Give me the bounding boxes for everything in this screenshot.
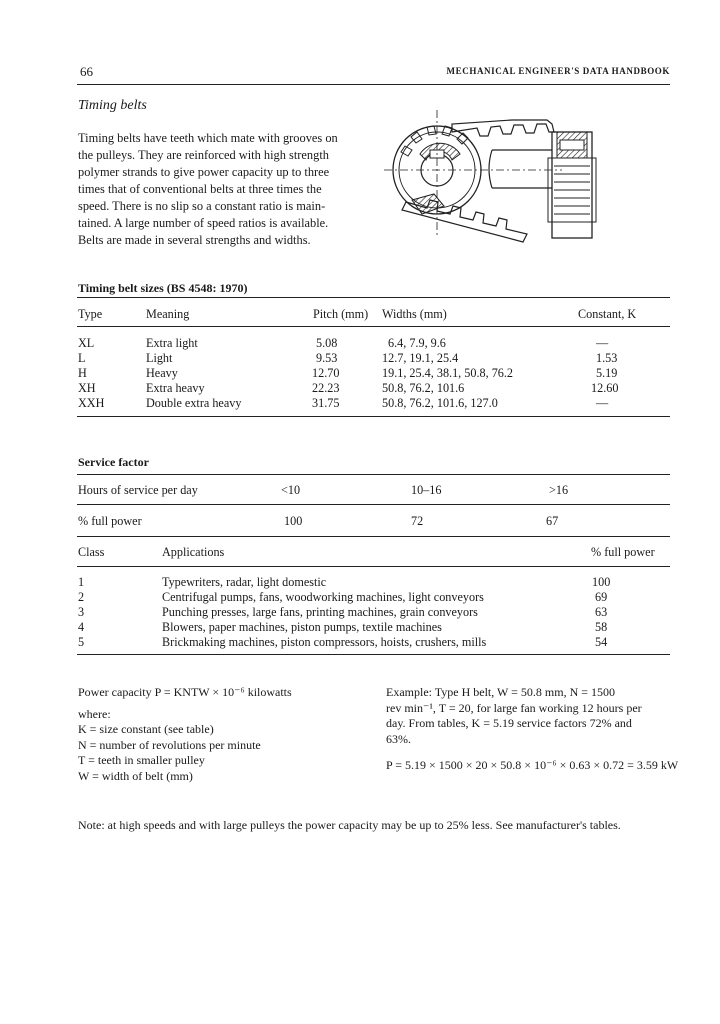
intro-paragraph <box>78 130 365 249</box>
footnote: Note: at high speeds and with large pulleys the power capacity may be up to 25% less. See manufacturer's tables. <box>78 818 621 832</box>
service-factor-title: Service factor <box>78 455 149 469</box>
hours-label: Hours of service per day <box>78 483 198 497</box>
type-cell: H <box>78 366 87 380</box>
pitch-cell: 22.23 <box>312 381 340 395</box>
definition-line: T = teeth in smaller pulley <box>78 753 205 768</box>
intro-line: speed. There is no slip so a constant ratio is main- <box>78 199 326 213</box>
intro-line: times that of conventional belts at three times the <box>78 182 322 196</box>
column-header: Pitch (mm) <box>313 307 369 321</box>
column-header: Meaning <box>146 307 190 321</box>
widths-cell: 12.7, 19.1, 25.4 <box>382 351 459 365</box>
column-header: Type <box>78 307 103 321</box>
k-cell: 1.53 <box>596 351 618 365</box>
table-rule <box>77 566 670 567</box>
header-rule <box>77 84 670 85</box>
k-cell: 5.19 <box>596 366 618 380</box>
column-header: Class <box>78 545 105 559</box>
intro-line: Timing belts have teeth which mate with grooves on <box>78 131 338 145</box>
percent-cell: 69 <box>595 590 608 604</box>
hours-value: <10 <box>281 483 301 497</box>
example-line: Example: Type H belt, W = 50.8 mm, N = 1500 <box>386 685 616 699</box>
widths-cell: 50.8, 76.2, 101.6, 127.0 <box>382 396 498 410</box>
column-header: Widths (mm) <box>382 307 447 321</box>
meaning-cell: Double extra heavy <box>146 396 242 410</box>
application-cell: Typewriters, radar, light domestic <box>162 575 327 589</box>
running-title: MECHANICAL ENGINEER'S DATA HANDBOOK <box>446 66 670 76</box>
hours-value: 10–16 <box>411 483 442 497</box>
type-cell: XXH <box>78 396 105 410</box>
k-cell: — <box>596 396 609 410</box>
example-block <box>386 685 679 774</box>
application-cell: Punching presses, large fans, printing machines, grain conveyors <box>162 605 478 619</box>
meaning-cell: Extra heavy <box>146 381 205 395</box>
where-label: where: <box>78 706 111 721</box>
widths-cell: 6.4, 7.9, 9.6 <box>388 336 446 350</box>
power-value: 100 <box>284 514 303 528</box>
table-rule <box>77 504 670 505</box>
sizes-table-title: Timing belt sizes (BS 4548: 1970) <box>78 281 248 295</box>
percent-cell: 58 <box>595 620 608 634</box>
class-cell: 3 <box>78 605 85 619</box>
power-value: 72 <box>411 514 424 528</box>
pitch-cell: 5.08 <box>316 336 338 350</box>
column-header: Applications <box>162 545 225 559</box>
definition-line: N = number of revolutions per minute <box>78 737 261 752</box>
application-cell: Centrifugal pumps, fans, woodworking machines, light conveyors <box>162 590 484 604</box>
percent-cell: 100 <box>592 575 611 589</box>
k-cell: 12.60 <box>591 381 619 395</box>
pitch-cell: 9.53 <box>316 351 338 365</box>
table-rule <box>77 474 670 475</box>
example-line: rev min⁻¹, T = 20, for large fan working 12 hours per <box>386 700 642 715</box>
hours-value: >16 <box>549 483 569 497</box>
power-formula: Power capacity P = KNTW × 10⁻⁶ kilowatts <box>78 685 292 699</box>
meaning-cell: Extra light <box>146 336 198 350</box>
definition-line: W = width of belt (mm) <box>78 768 193 783</box>
formula-block <box>78 685 368 785</box>
timing-belt-pulley-diagram-icon <box>382 110 672 250</box>
type-cell: XH <box>78 381 96 395</box>
page-number: 66 <box>80 64 93 79</box>
k-cell: — <box>596 336 609 350</box>
widths-cell: 50.8, 76.2, 101.6 <box>382 381 465 395</box>
class-cell: 1 <box>78 575 85 589</box>
application-cell: Blowers, paper machines, piston pumps, textile machines <box>162 620 442 634</box>
example-line: day. From tables, K = 5.19 service factors 72% and <box>386 716 632 731</box>
intro-line: Belts are made in several strengths and widths. <box>78 233 311 247</box>
application-cell: Brickmaking machines, piston compressors, hoists, crushers, mills <box>162 635 487 649</box>
pitch-cell: 12.70 <box>312 366 340 380</box>
table-rule <box>77 536 670 537</box>
intro-line: tained. A large number of speed ratios is available. <box>78 216 329 230</box>
table-rule <box>77 326 670 327</box>
class-cell: 2 <box>78 590 85 604</box>
meaning-cell: Heavy <box>146 366 178 380</box>
table-rule <box>77 654 670 655</box>
type-cell: XL <box>78 336 95 350</box>
power-label: % full power <box>78 514 142 528</box>
table-rule <box>77 416 670 417</box>
class-cell: 4 <box>78 620 85 634</box>
column-header: % full power <box>591 545 655 559</box>
example-result: P = 5.19 × 1500 × 20 × 50.8 × 10⁻⁶ × 0.63 × 0.72 = 3.59 kW <box>386 758 679 773</box>
intro-line: polymer strands to give power capacity up to three <box>78 165 330 179</box>
example-line: 63%. <box>386 731 411 746</box>
widths-cell: 19.1, 25.4, 38.1, 50.8, 76.2 <box>382 366 514 380</box>
column-header: Constant, K <box>578 307 637 321</box>
percent-cell: 63 <box>595 605 608 619</box>
pitch-cell: 31.75 <box>312 396 340 410</box>
definition-line: K = size constant (see table) <box>78 722 214 737</box>
percent-cell: 54 <box>595 635 608 649</box>
table-rule <box>77 297 670 298</box>
type-cell: L <box>78 351 86 365</box>
class-cell: 5 <box>78 635 85 649</box>
intro-line: the pulleys. They are reinforced with high strength <box>78 148 329 162</box>
power-value: 67 <box>546 514 559 528</box>
meaning-cell: Light <box>146 351 173 365</box>
section-title: Timing belts <box>78 98 147 113</box>
